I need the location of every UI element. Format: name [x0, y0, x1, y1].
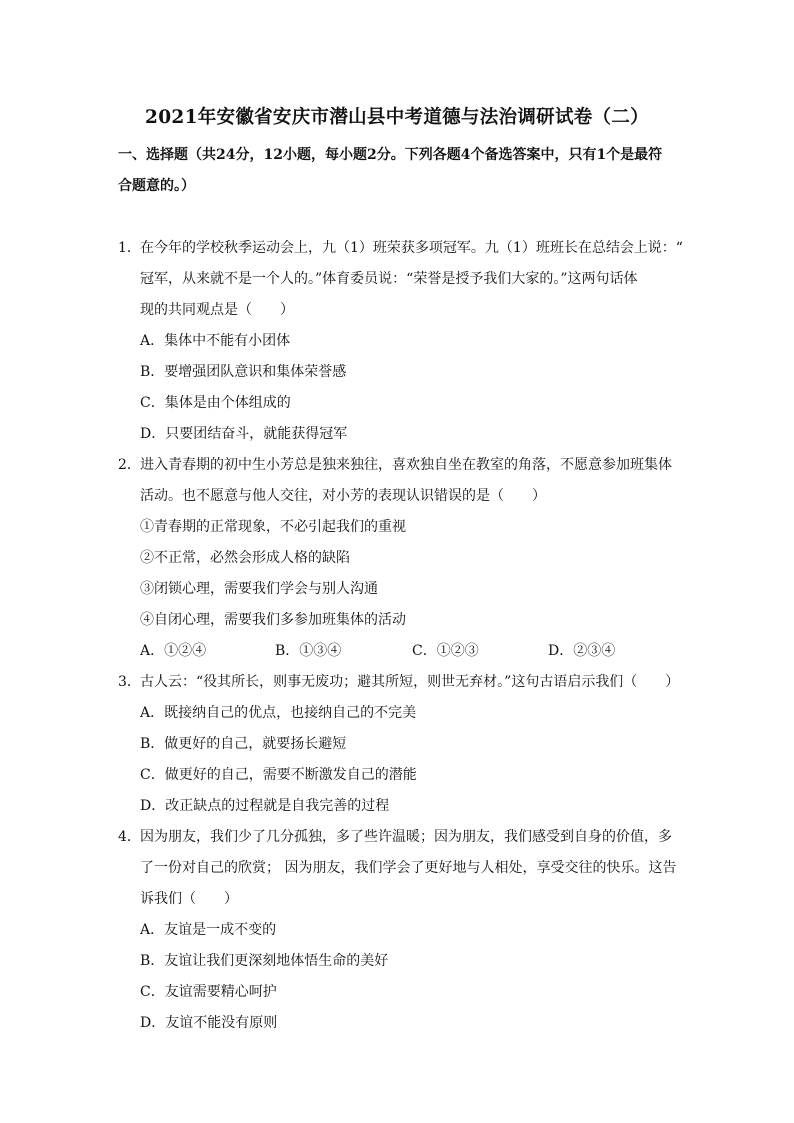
- question-number: 4．: [118, 829, 141, 845]
- question-line: 进入青春期的初中生小芳总是独来独往，喜欢独自坐在教室的角落，不愿意参加班集体: [140, 457, 672, 473]
- option-a: A．友谊是一成不变的: [140, 922, 277, 938]
- option-d: D．友谊不能没有原则: [140, 1015, 278, 1031]
- option-c: C．做更好的自己，需要不断激发自己的潜能: [140, 767, 417, 783]
- statement-3: ③闭锁心理，需要我们学会与别人沟通: [140, 581, 378, 597]
- question-line: 现的共同观点是（ ）: [140, 302, 294, 318]
- option-d: D．②③④: [548, 643, 616, 659]
- option-b: B．友谊让我们更深刻地体悟生命的美好: [140, 953, 389, 969]
- question-line: 冠军，从来就不是一个人的。”体育委员说：“荣誉是授予我们大家的。”这两句话体: [140, 271, 638, 287]
- exam-title: 2021年安徽省安庆市潜山县中考道德与法治调研试卷（二）: [145, 107, 649, 128]
- question-line: 在今年的学校秋季运动会上，九（1）班荣获多项冠军。九（1）班班长在总结会上说：“: [140, 240, 683, 256]
- option-d: D．改正缺点的过程就是自我完善的过程: [140, 798, 390, 814]
- option-a: A．①②④: [140, 643, 207, 659]
- option-c: C．友谊需要精心呵护: [140, 984, 277, 1000]
- question-line: 古人云：“役其所长，则事无废功；避其所短，则世无弃材。”这句古语启示我们（ ）: [140, 674, 680, 690]
- question-2-stem: [118, 450, 688, 512]
- option-b: B．做更好的自己，就要扬长避短: [140, 736, 347, 752]
- question-line: 诉我们（ ）: [140, 891, 238, 907]
- option-a: A．既接纳自己的优点，也接纳自己的不完美: [140, 705, 417, 721]
- question-4-stem: [118, 822, 688, 915]
- question-line: 因为朋友，我们少了几分孤独，多了些许温暖；因为朋友，我们感受到自身的价值，多: [140, 829, 672, 845]
- section-heading-line-1: 一、选择题（共24分，12小题，每小题2分。下列各题4个备选答案中，只有1个是最符: [118, 147, 663, 163]
- option-c: C．①②③: [412, 643, 479, 659]
- question-1-stem: [118, 233, 688, 326]
- question-number: 2．: [118, 457, 141, 473]
- question-number: 3．: [118, 674, 141, 690]
- statement-2: ②不正常，必然会形成人格的缺陷: [140, 550, 350, 566]
- statement-1: ①青春期的正常现象，不必引起我们的重视: [140, 519, 406, 535]
- option-d: D．只要团结奋斗，就能获得冠军: [140, 426, 348, 442]
- statement-4: ④自闭心理，需要我们多参加班集体的活动: [140, 612, 406, 628]
- option-b: B．①③④: [275, 643, 342, 659]
- question-3-stem: [118, 667, 688, 698]
- option-a: A．集体中不能有小团体: [140, 333, 291, 349]
- question-line: 活动。也不愿意与他人交往，对小芳的表现认识错误的是（ ）: [140, 488, 546, 504]
- section-heading-line-2: 合题意的。）: [118, 178, 195, 194]
- question-number: 1．: [118, 240, 141, 256]
- section-heading: [118, 140, 688, 202]
- option-b: B．要增强团队意识和集体荣誉感: [140, 364, 347, 380]
- question-line: 了一份对自己的欣赏； 因为朋友，我们学会了更好地与人相处，享受交往的快乐。这告: [140, 860, 677, 876]
- option-c: C．集体是由个体组成的: [140, 395, 291, 411]
